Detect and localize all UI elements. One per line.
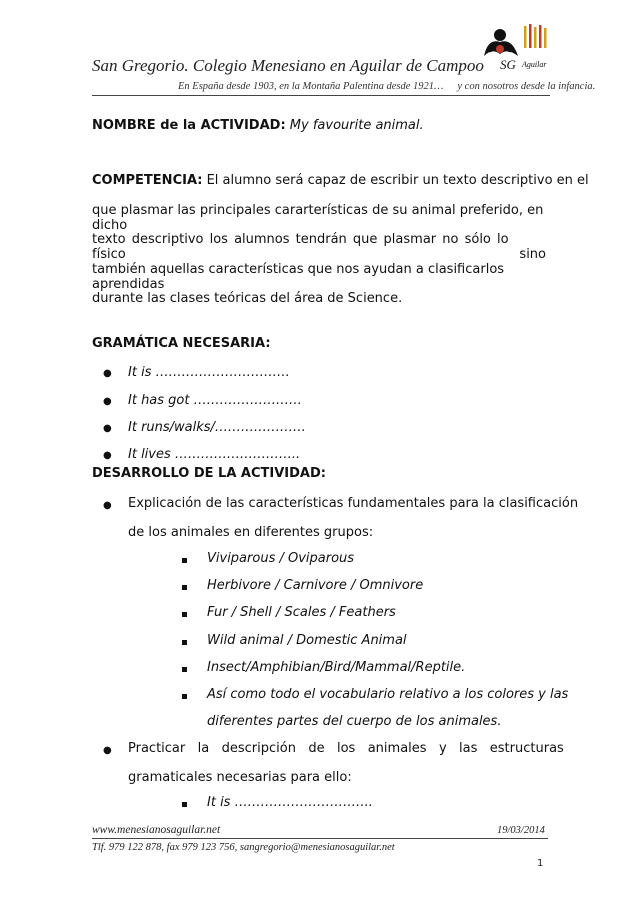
header-divider <box>92 95 550 96</box>
desarrollo-subitem-1: Viviparous / Oviparous <box>207 551 355 566</box>
square-bullet-icon <box>182 585 187 590</box>
bullet-icon: ● <box>103 450 112 461</box>
desarrollo-subitem-5: Insect/Amphibian/Bird/Mammal/Reptile. <box>207 660 466 675</box>
bullet-icon: ● <box>103 423 112 434</box>
competencia-line-4: también aquellas características que nos ayudan a clasificarlos aprendidas <box>92 262 505 292</box>
bullet-icon: ● <box>103 396 112 407</box>
gramatica-item-3: It runs/walks/………………… <box>128 420 306 435</box>
header-subtitle <box>178 81 595 92</box>
activity-name-line <box>92 118 424 133</box>
square-bullet-icon <box>182 558 187 563</box>
header-subtitle-left: En España desde 1903, en la Montaña Palentina desde 1921… <box>178 81 444 92</box>
desarrollo-subitem-6: Así como todo el vocabulario relativo a los colores y las <box>207 687 569 702</box>
svg-text:Aguilar: Aguilar <box>522 60 547 69</box>
desarrollo-subitem-2: Herbivore / Carnivore / Omnivore <box>207 578 424 593</box>
square-bullet-icon <box>182 667 187 672</box>
logo-text: SG <box>500 57 516 72</box>
competencia-label: COMPETENCIA: <box>92 173 203 188</box>
footer-website: www.menesianosaguilar.net <box>92 824 221 836</box>
desarrollo-title: DESARROLLO DE LA ACTIVIDAD: <box>92 466 326 481</box>
desarrollo-item-1-line-1: Explicación de las características fundamentales para la clasificación <box>128 496 579 511</box>
desarrollo-item-2-line-2: gramaticales necesarias para ello: <box>128 770 352 785</box>
desarrollo-subitem-3: Fur / Shell / Scales / Feathers <box>207 605 396 620</box>
gramatica-item-2: It has got ……………………. <box>128 393 302 408</box>
footer-date: 19/03/2014 <box>497 825 545 836</box>
competencia-line-2: que plasmar las principales cararterísticas de su animal preferido, en dicho <box>92 203 544 233</box>
footer-divider <box>92 838 548 839</box>
square-bullet-icon <box>182 640 187 645</box>
bullet-icon: ● <box>103 368 112 379</box>
desarrollo-item-1-line-2: de los animales en diferentes grupos: <box>128 525 374 540</box>
square-bullet-icon <box>182 694 187 699</box>
desarrollo-item-2-line-1: Practicar la descripción de los animales y las estructuras <box>128 741 564 756</box>
header-title: San Gregorio. Colegio Menesiano en Aguilar de Campoo <box>92 56 484 75</box>
page-number: 1 <box>537 858 544 869</box>
desarrollo-item-2-sub: It is ………………………….. <box>207 795 373 810</box>
school-logo <box>478 22 550 72</box>
desarrollo-subitem-4: Wild animal / Domestic Animal <box>207 633 407 648</box>
gramatica-item-4: It lives ……………………….. <box>128 447 301 462</box>
footer-contact: Tlf. 979 122 878, fax 979 123 756, sangregorio@menesianosaguilar.net <box>92 842 395 853</box>
bullet-icon: ● <box>103 745 112 756</box>
competencia-text-1: El alumno será capaz de escribir un texto descriptivo en el <box>202 173 589 188</box>
square-bullet-icon <box>182 612 187 617</box>
header-subtitle-right: y con nosotros desde la infancia. <box>457 81 596 92</box>
gramatica-title: GRAMÁTICA NECESARIA: <box>92 336 271 351</box>
gramatica-item-1: It is …………………………. <box>128 365 290 380</box>
square-bullet-icon <box>182 802 187 807</box>
activity-label: NOMBRE de la ACTIVIDAD: <box>92 118 286 133</box>
competencia-line-3: texto descriptivo los alumnos tendrán que plasmar no sólo lo físico sino <box>92 232 546 262</box>
competencia-line-5: durante las clases teóricas del área de Science. <box>92 291 403 306</box>
bullet-icon: ● <box>103 500 112 511</box>
competencia-line-1 <box>92 173 589 188</box>
activity-value: My favourite animal. <box>289 118 424 133</box>
desarrollo-subitem-7: diferentes partes del cuerpo de los animales. <box>207 714 502 729</box>
